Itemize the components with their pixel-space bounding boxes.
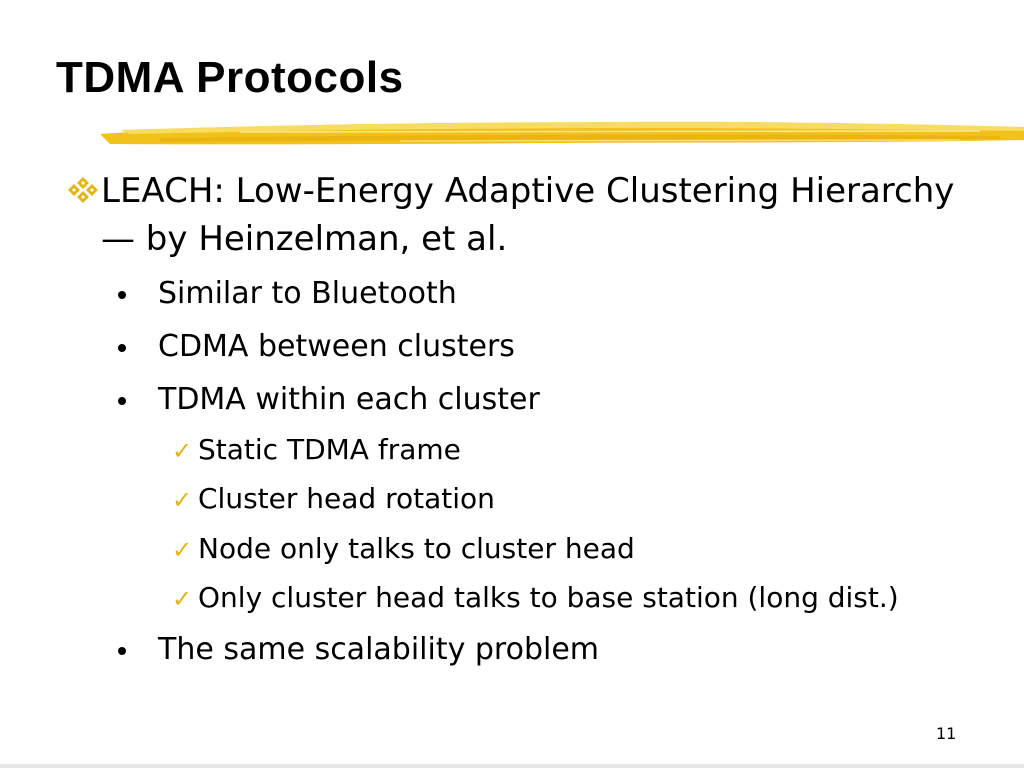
dot-bullet-icon (118, 344, 126, 352)
check-item-text: Cluster head rotation (198, 482, 495, 515)
page-number: 11 (936, 724, 957, 743)
check-item (172, 580, 992, 617)
checkmark-icon: ✓ (172, 437, 193, 465)
dot-bullet-icon (118, 397, 126, 405)
check-item (172, 432, 992, 469)
sub-bullet-text: CDMA between clusters (158, 329, 515, 364)
check-item-text: Only cluster head talks to base station (long dist.) (198, 581, 899, 614)
diamond-bullet-icon (66, 175, 100, 205)
sub-bullet-text: The same scalability problem (158, 632, 600, 667)
dot-bullet-icon (118, 647, 126, 655)
checkmark-icon: ✓ (172, 536, 193, 564)
checkmark-icon: ✓ (172, 486, 193, 514)
sub-bullet-text: TDMA within each cluster (158, 382, 540, 417)
checkmark-icon: ✓ (172, 585, 193, 613)
slide-title: TDMA Protocols (56, 53, 404, 102)
dot-bullet-icon (118, 291, 126, 299)
bottom-divider (0, 764, 1024, 768)
check-item (172, 481, 992, 518)
main-bullet-item (66, 167, 966, 263)
check-item-text: Static TDMA frame (198, 433, 461, 466)
title-underline-brush (100, 112, 1024, 150)
check-item (172, 531, 992, 568)
check-item-text: Node only talks to cluster head (198, 532, 635, 565)
sub-bullet-text: Similar to Bluetooth (158, 276, 457, 311)
main-bullet-text: LEACH: Low-Energy Adaptive Clustering Hierarchy — by Heinzelman, et al. (101, 171, 955, 259)
